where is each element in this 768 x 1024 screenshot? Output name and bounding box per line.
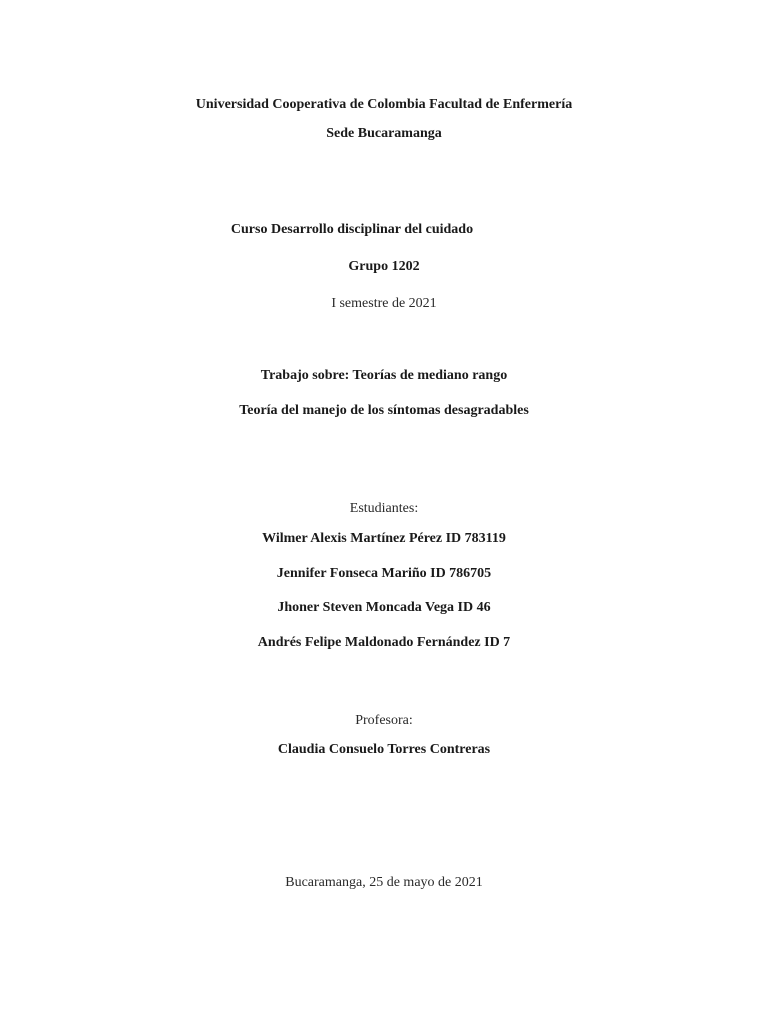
professor-label: Profesora: — [355, 713, 413, 728]
student-name: Wilmer Alexis Martínez Pérez ID 783119 — [262, 531, 506, 546]
semester: I semestre de 2021 — [331, 296, 437, 311]
course-name: Curso Desarrollo disciplinar del cuidado — [230, 222, 474, 237]
students-label: Estudiantes: — [349, 501, 419, 516]
professor-name: Claudia Consuelo Torres Contreras — [277, 742, 491, 757]
student-name: Jennifer Fonseca Mariño ID 786705 — [276, 566, 492, 581]
campus-title: Sede Bucaramanga — [326, 126, 442, 141]
work-topic: Trabajo sobre: Teorías de mediano rango — [260, 368, 508, 383]
student-name: Andrés Felipe Maldonado Fernández ID 7 — [257, 635, 511, 650]
student-name: Jhoner Steven Moncada Vega ID 46 — [277, 600, 491, 615]
place-date: Bucaramanga, 25 de mayo de 2021 — [285, 875, 483, 890]
work-theory: Teoría del manejo de los síntomas desagradables — [239, 403, 529, 418]
group-number: Grupo 1202 — [348, 259, 420, 274]
university-title: Universidad Cooperativa de Colombia Facultad de Enfermería — [195, 97, 573, 112]
